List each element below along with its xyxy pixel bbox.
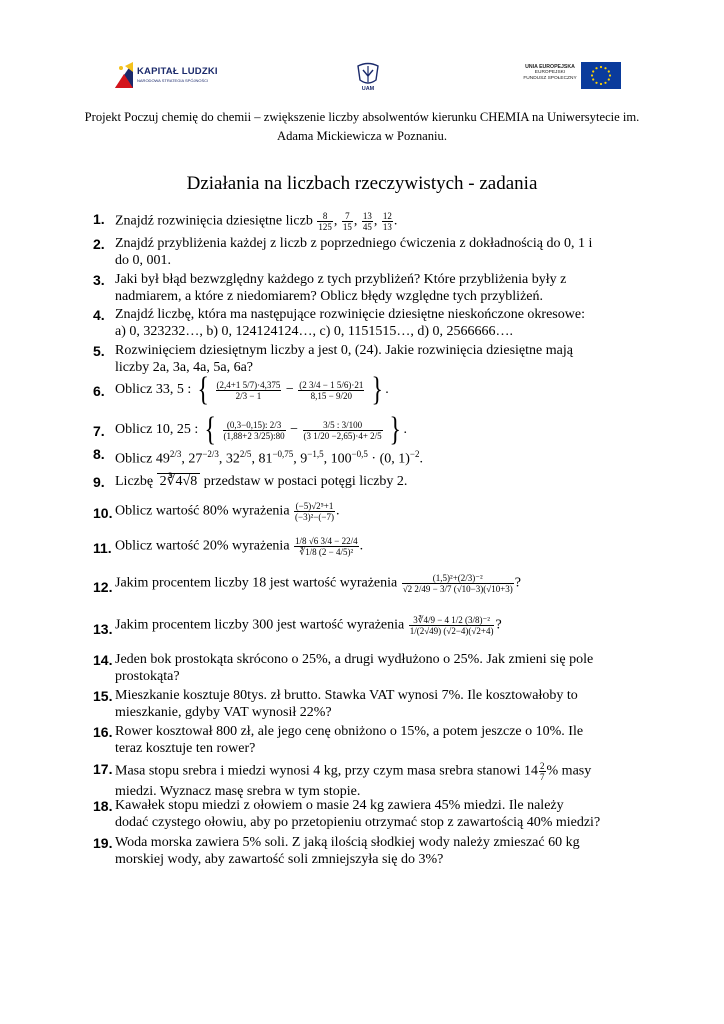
fraction: [294, 501, 335, 522]
task-line: Mieszkanie kosztuje 80tys. zł brutto. Stawka VAT wynosi 7%. Ile kosztowałoby to: [115, 688, 578, 703]
numerator: (0,3−0,15): 2/3: [223, 420, 286, 431]
task-line: % masy: [546, 763, 592, 779]
task-text: [115, 615, 502, 636]
left-brace: {: [197, 371, 209, 408]
task-number: 15.: [93, 688, 113, 704]
task-line: miedzi. Wyznacz masę srebra w tym stopie.: [115, 784, 361, 799]
task-line: Oblicz 33, 5 :: [115, 382, 192, 398]
numerator: 12: [382, 211, 392, 221]
task-number: 10.: [93, 505, 113, 521]
task-text: [115, 236, 592, 269]
task-number: 11.: [93, 540, 112, 556]
task-line: · (0, 1): [367, 451, 410, 467]
numerator: 7: [342, 211, 353, 222]
task-text: [115, 761, 591, 801]
project-header: [80, 108, 644, 146]
task-line: Oblicz 49: [115, 451, 170, 467]
exponent: −0,75: [272, 449, 294, 459]
numerator: (1,5)²+(2/3)⁻²: [402, 573, 514, 584]
task-line: , 27: [181, 451, 203, 467]
task-number: 8.: [93, 446, 105, 462]
task-text: [115, 724, 583, 757]
task-number: 4.: [93, 307, 105, 323]
task-text: [115, 798, 600, 831]
exponent: −0,5: [351, 449, 368, 459]
task-line: mieszkanie, gdyby VAT wynosił 22%?: [115, 704, 332, 720]
task-line: Woda morska zawiera 5% soli. Z jaką ilością słodkiej wody należy zmieszać 60 kg: [115, 835, 580, 850]
kapital-ludzki-logo: [113, 58, 218, 94]
eu-logo: [522, 60, 622, 94]
task-line: liczby 2a, 3a, 4a, 5a, 6a?: [115, 359, 253, 375]
denominator: 125: [318, 222, 332, 232]
task-number: 18.: [93, 798, 113, 814]
denominator: 8,15 − 9/20: [310, 390, 352, 401]
task-line: Jakim procentem liczby 18 jest wartość wyrażenia: [115, 575, 398, 591]
exponent: −1,5: [307, 449, 324, 459]
task-line: , 32: [218, 451, 240, 467]
task-text: [115, 688, 578, 721]
task-number: 19.: [93, 835, 113, 851]
fraction: [303, 420, 383, 441]
task-line: Jaki był błąd bezwzględny każdego z tych przybliżeń? Które przybliżenia były z: [115, 272, 567, 287]
task-line: ?: [514, 575, 521, 591]
task-number: 14.: [93, 652, 113, 668]
left-brace: {: [204, 411, 216, 448]
numerator: (2 3/4 − 1 5/6)·21: [299, 379, 364, 390]
task-text: [115, 835, 580, 868]
task-line: nadmiarem, a które z niedomiarem? Oblicz błędy względne tych przybliżeń.: [115, 288, 543, 304]
uam-text: UAM: [361, 86, 375, 92]
numerator: (−5)√2⁵+1: [295, 501, 334, 511]
fraction: [216, 380, 282, 401]
denominator: 2/3 − 1: [235, 390, 262, 401]
denominator: 13: [382, 222, 392, 232]
task-text: [115, 272, 566, 305]
exponent: 2/5: [239, 449, 252, 459]
exponent: 2/3: [169, 449, 182, 459]
eu-flag-icon: [581, 62, 621, 89]
task-line: Masa stopu srebra i miedzi wynosi 4 kg, przy czym masa srebra stanowi 14: [115, 763, 539, 779]
denominator: (3 1/20 −2,65)·4+ 2/5: [303, 430, 382, 441]
task-text: Oblicz 10, 25 : { $\frac{(0,3-0,15): 2/3}{(1,88+2 3/25):80}$ − $\frac{3/5 : 3/100}{(3 1/20 -2,65)\cdot 4+ 2/5}$ } .: [115, 411, 408, 448]
uam-crest-icon: [355, 62, 381, 86]
kapital-ludzki-text: KAPITAŁ LUDZKI: [137, 66, 218, 77]
task-line: morskiej wody, aby zawartość soli zmniejszyła się do 3%?: [115, 851, 444, 867]
task-text: Oblicz wartość 20% wyrażenia $\frac{1/8 √6 3/4 - 22/4}{\text{∛1/8 (2 − 4/5)²}}$ .: [115, 536, 364, 557]
fraction: [539, 761, 546, 782]
task-line: , 9: [293, 451, 308, 467]
project-line-1: Projekt Poczuj chemię do chemii – zwiększenie liczby absolwentów kierunku CHEMIA na Uniwersytecie im.: [84, 110, 640, 124]
fraction: [294, 536, 359, 557]
task-line: Oblicz wartość 20% wyrażenia: [115, 538, 290, 554]
task-line: Oblicz wartość 80% wyrażenia: [115, 503, 290, 519]
right-brace: }: [371, 371, 383, 408]
fraction: [382, 211, 393, 232]
fraction: [409, 615, 495, 636]
task-line: .: [419, 451, 423, 467]
denominator: ∛1/8 (2 − 4/5)²: [299, 547, 354, 557]
task-line: Liczbę: [115, 474, 154, 489]
task-number: 17.: [93, 761, 113, 777]
page-title: Działania na liczbach rzeczywistych - zadania: [186, 173, 538, 194]
numerator: 2: [540, 761, 545, 771]
task-text: Oblicz wartość 80% wyrażenia $\frac{\text{(−5)√2⁵+1}}{\text{(−3)²−(−7)}}$ .: [115, 501, 340, 522]
task-number: 12.: [93, 579, 113, 595]
task-line: Kawałek stopu miedzi z ołowiem o masie 24 kg zawiera 45% miedzi. Ile należy: [115, 798, 564, 813]
fraction: [402, 573, 514, 594]
fraction: [362, 211, 373, 232]
denominator: (−3)²−(−7): [295, 512, 334, 522]
task-text: [115, 343, 573, 376]
denominator: 15: [342, 222, 352, 232]
task-number: 6.: [93, 383, 105, 399]
numerator: (2,4+1 5/7)·4,375: [216, 379, 281, 390]
task-line: Oblicz 10, 25 :: [115, 422, 199, 438]
right-brace: }: [389, 411, 402, 448]
task-number: 1.: [93, 211, 105, 227]
numerator: 1/8 √6 3/4 − 22/4: [295, 536, 358, 546]
task-line: Jakim procentem liczby 300 jest wartość wyrażenia: [115, 617, 405, 633]
eu-text-line3: FUNDUSZ SPOŁECZNY: [523, 76, 577, 81]
task-line: ?: [495, 617, 502, 633]
denominator: 1/(2√49) (√2−4)(√2+4): [409, 626, 494, 636]
task-text: [115, 307, 585, 340]
kapital-ludzki-subtext: NARODOWA STRATEGIA SPÓJNOŚCI: [137, 78, 209, 83]
denominator: √2 2/49 − 3/7 (√10−3)(√10+3): [402, 584, 513, 594]
fraction: [223, 420, 286, 441]
logo-bar: [0, 58, 724, 98]
task-line: Znajdź liczbę, która ma następujące rozwinięcie dziesiętne nieskończone okresowe:: [115, 307, 585, 322]
task-line: , 100: [323, 451, 352, 467]
denominator: 7: [540, 772, 545, 782]
task-line: dodać czystego ołowiu, aby po przetopieniu otrzymać stop z zawartością 40% miedzi?: [115, 814, 601, 830]
task-text: Znajdź rozwinięcia dziesiętne liczb $\frac{8}{125}$ , $\frac{7}{15}$ , $\frac{13}{45}$ , $\frac{12}{13}$ .: [115, 211, 398, 232]
project-line-2: Adama Mickiewicza w Poznaniu.: [277, 129, 447, 143]
task-line: Rower kosztował 800 zł, ale jego cenę obniżono o 15%, a potem jeszcze o 10%. Ile: [115, 724, 584, 739]
numerator: 3∛4/9 − 4 1/2 (3/8)⁻²: [409, 615, 495, 626]
task-text: [115, 474, 407, 491]
task-line: a) 0, 323232…, b) 0, 124124124…, c) 0, 1151515…, d) 0, 2566666….: [115, 323, 514, 339]
task-line: do 0, 001.: [115, 252, 171, 268]
eu-text-line2: EUROPEJSKI: [534, 70, 566, 75]
denominator: (1,88+2 3/25):80: [223, 430, 285, 441]
task-number: 7.: [93, 423, 105, 439]
fraction: [317, 211, 333, 232]
task-line: teraz kosztuje ten rower?: [115, 740, 256, 756]
task-1-line-1: Znajdź rozwinięcia dziesiętne liczb: [115, 213, 313, 229]
task-text: [115, 573, 521, 594]
task-number: 2.: [93, 236, 105, 252]
task-text: Oblicz 33, 5 : { $\frac{(2,4+1 5/7)\cdot 4,375}{2/3 - 1}$ − $\frac{(2 3/4 - 1 5/6)\cdot 21}{8,15 - 9/20}$ } .: [115, 371, 389, 408]
task-text: [115, 446, 423, 468]
task-line: prostokąta?: [115, 668, 180, 684]
root-expression: 2∛4√8: [157, 473, 201, 489]
task-text: [115, 652, 593, 685]
eu-text: [522, 64, 578, 82]
task-line: przedstaw w postaci potęgi liczby 2.: [203, 474, 408, 489]
numerator: 3/5 : 3/100: [303, 420, 383, 431]
kapital-ludzki-mark-icon: [113, 60, 135, 90]
task-number: 9.: [93, 474, 105, 490]
denominator: 45: [362, 222, 372, 232]
numerator: 8: [317, 211, 333, 222]
task-line: Znajdź przybliżenia każdej z liczb z poprzedniego ćwiczenia z dokładnością do 0, 1 i: [115, 236, 593, 251]
eu-text-line1: UNIA EUROPEJSKA: [525, 64, 575, 70]
task-line: Rozwinięciem dziesiętnym liczby a jest 0, (24). Jakie rozwinięcia dziesiętne mają: [115, 343, 573, 358]
fraction: [298, 380, 364, 401]
exponent: −2: [409, 449, 420, 459]
task-number: 16.: [93, 724, 113, 740]
task-line: , 81: [251, 451, 273, 467]
task-number: 3.: [93, 272, 105, 288]
task-line: Jeden bok prostokąta skrócono o 25%, a drugi wydłużono o 25%. Jak zmieni się pole: [115, 652, 594, 667]
task-number: 13.: [93, 621, 113, 637]
exponent: −2/3: [202, 449, 219, 459]
fraction: [342, 211, 353, 232]
numerator: 13: [362, 211, 372, 221]
task-number: 5.: [93, 343, 105, 359]
uam-logo: [355, 62, 381, 92]
